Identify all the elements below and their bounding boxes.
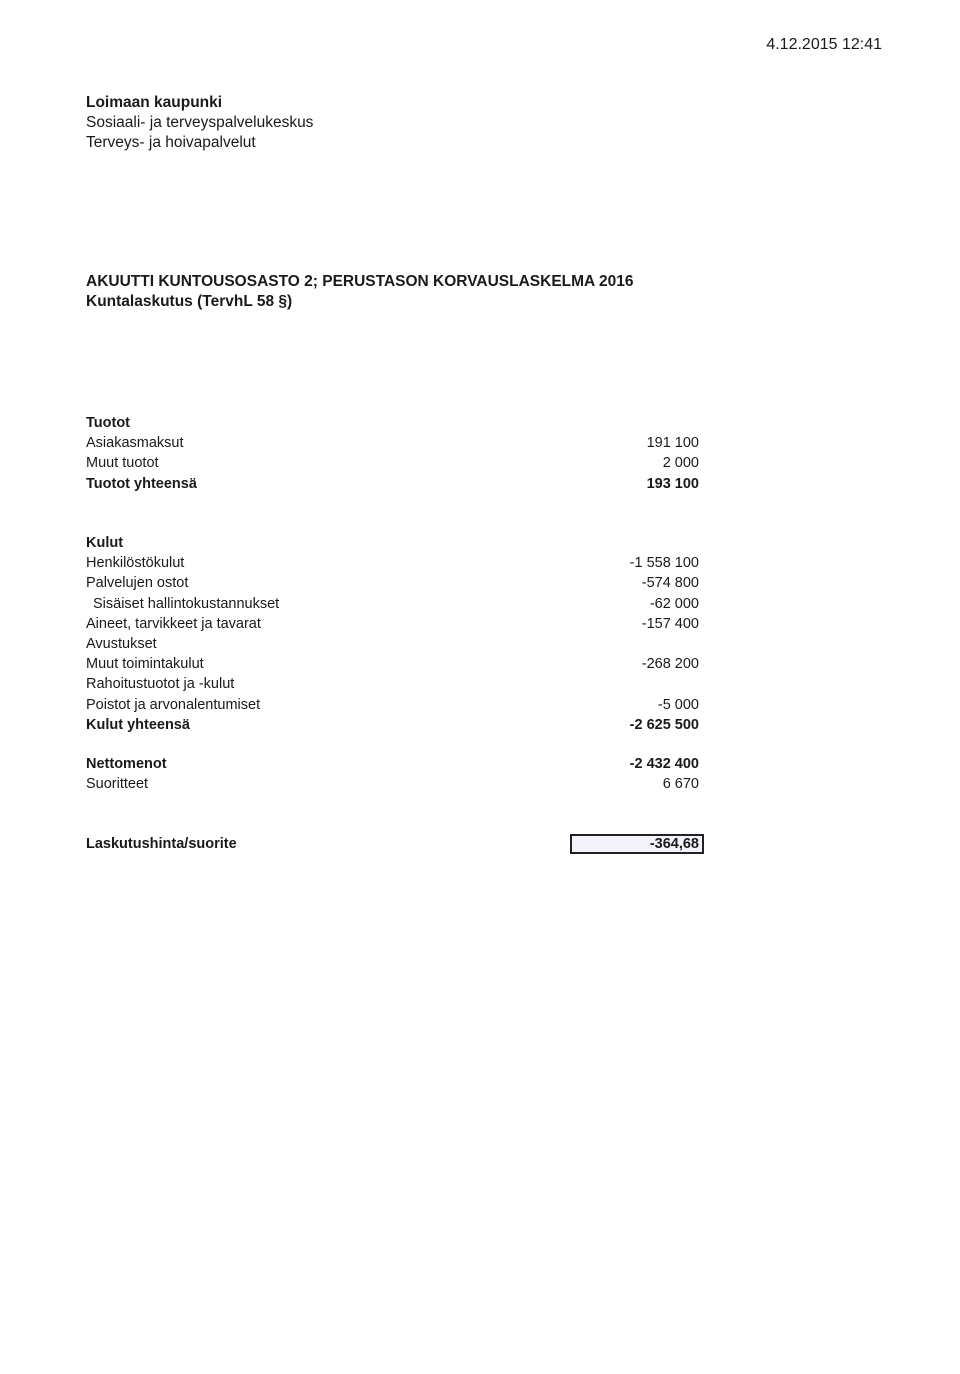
row-label: Sisäiset hallintokustannukset: [93, 595, 280, 612]
income-heading-row: [86, 413, 699, 433]
row-label: Nettomenot: [86, 756, 167, 772]
row-label: Asiakasmaksut: [86, 435, 184, 452]
row-value: 193 100: [646, 475, 699, 492]
print-timestamp: 4.12.2015 12:41: [766, 36, 882, 53]
row-label: Aineet, tarvikkeet ja tavarat: [86, 615, 261, 632]
row-label: Rahoitustuotot ja -kulut: [86, 676, 235, 693]
row-value: -62 000: [649, 595, 699, 612]
costs-total-row: [86, 715, 699, 735]
unit-name: Terveys- ja hoivapalvelut: [86, 134, 256, 151]
row-label: Suoritteet: [86, 776, 149, 793]
organization-name: Loimaan kaupunki: [86, 94, 223, 111]
table-row: [86, 695, 699, 715]
income-total-row: [86, 474, 699, 494]
report-title: AKUUTTI KUNTOUSOSASTO 2; PERUSTASON KORVAUSLASKELMA 2016: [86, 273, 634, 290]
row-value: -2 432 400: [629, 756, 699, 772]
table-row: [86, 654, 699, 674]
table-row: [86, 453, 699, 473]
billing-price-label: Laskutushinta/suorite: [86, 836, 237, 852]
organization-header: [86, 93, 313, 153]
row-label: Avustukset: [86, 635, 157, 652]
table-row: [86, 594, 699, 614]
report-subtitle: Kuntalaskutus (TervhL 58 §): [86, 293, 293, 310]
costs-section: [86, 533, 699, 735]
table-row: [86, 433, 699, 453]
table-row: [86, 614, 699, 634]
table-row: [86, 674, 699, 694]
costs-heading: Kulut: [86, 535, 124, 551]
row-value: -157 400: [641, 615, 699, 632]
costs-heading-row: [86, 533, 699, 553]
row-value: 6 670: [662, 776, 699, 793]
table-row: [86, 634, 699, 654]
billing-price-row: [86, 834, 704, 854]
row-label: Muut tuotot: [86, 455, 159, 472]
row-label: Muut toimintakulut: [86, 656, 204, 673]
row-label: Tuotot yhteensä: [86, 475, 197, 492]
row-value: -268 200: [641, 656, 699, 673]
row-value: 2 000: [662, 455, 699, 472]
row-label: Kulut yhteensä: [86, 716, 190, 733]
table-row: [86, 573, 699, 593]
income-section: [86, 413, 699, 494]
row-label: Henkilöstökulut: [86, 555, 185, 572]
table-row: [86, 553, 699, 573]
billing-price-value: -364,68: [570, 834, 704, 854]
row-value: -574 800: [641, 575, 699, 592]
net-costs-row: [86, 754, 699, 774]
row-value: 191 100: [646, 435, 699, 452]
report-header: [86, 272, 633, 312]
net-section: [86, 754, 699, 794]
row-value: -2 625 500: [629, 716, 699, 733]
outputs-row: [86, 774, 699, 794]
row-value: -1 558 100: [629, 555, 699, 572]
department-name: Sosiaali- ja terveyspalvelukeskus: [86, 114, 314, 131]
row-label: Palvelujen ostot: [86, 575, 189, 592]
row-value: -5 000: [657, 696, 699, 713]
row-label: Poistot ja arvonalentumiset: [86, 696, 261, 713]
income-heading: Tuotot: [86, 415, 131, 431]
